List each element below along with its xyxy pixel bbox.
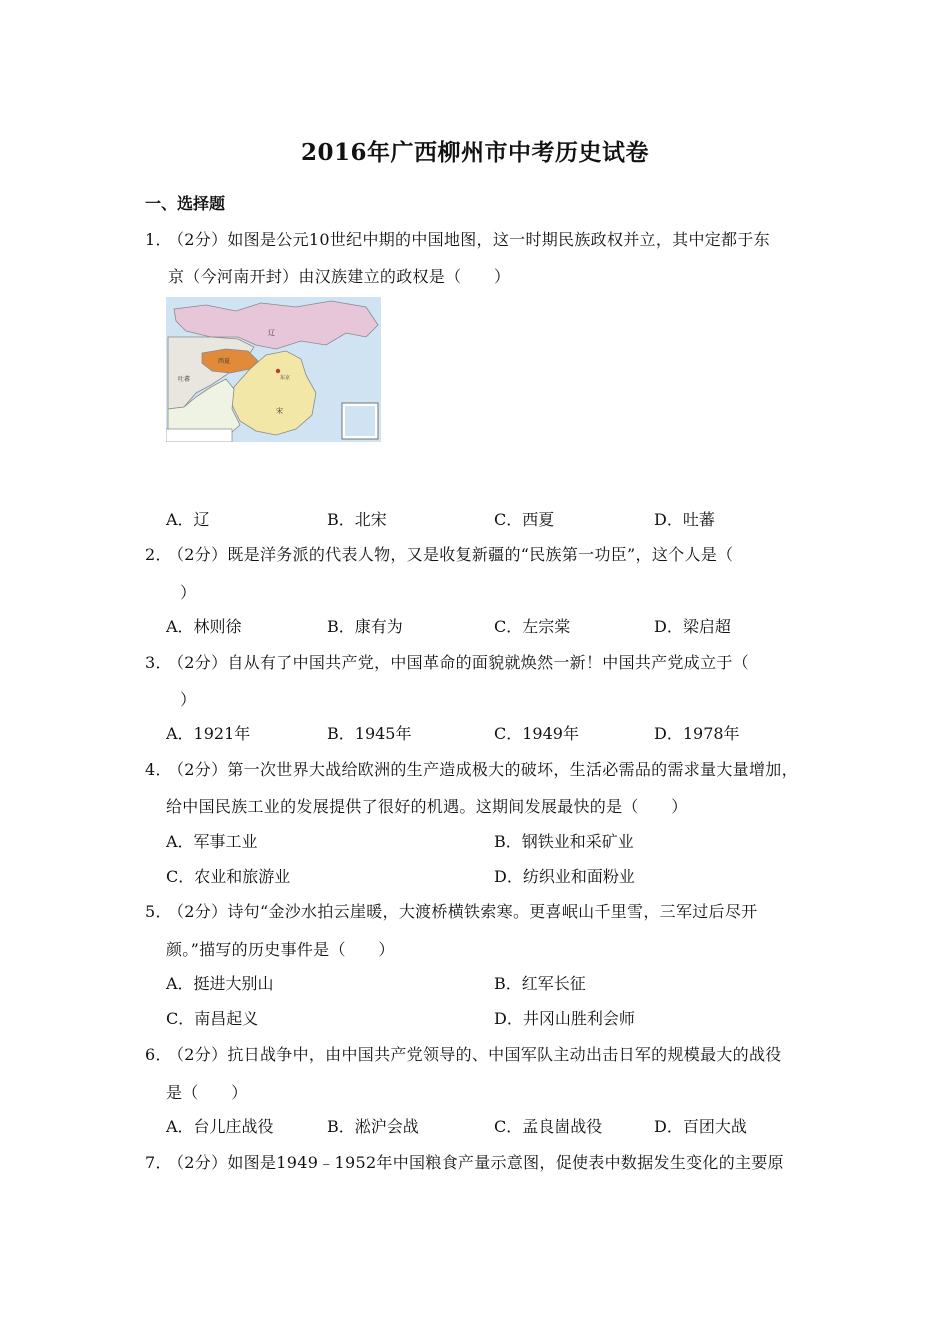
question-text: （2分）既是洋务派的代表人物，又是收复新疆的“民族第一功臣”，这个人是（	[168, 545, 734, 564]
question-number: 2．	[145, 545, 172, 564]
option-c: C．左宗棠	[494, 617, 571, 636]
option-d: D．井冈山胜利会师	[494, 1009, 635, 1028]
question-number: 6．	[145, 1045, 172, 1064]
map-legend	[166, 429, 232, 442]
option-a: A．辽	[166, 510, 210, 529]
question-text: （2分）诗句“金沙水拍云崖暖，大渡桥横铁索寒。更喜岷山千里雪，三军过后尽开	[168, 902, 758, 921]
question-number: 5．	[145, 902, 172, 921]
question-text: ）	[180, 583, 197, 602]
option-b: B．康有为	[327, 617, 403, 636]
option-a: A．台儿庄战役	[166, 1117, 274, 1136]
option-d: D．梁启超	[654, 617, 731, 636]
question-text: （2分）如图是公元10世纪中期的中国地图，这一时期民族政权并立，其中定都于东	[168, 230, 770, 249]
map-inset-sea	[345, 406, 375, 436]
map-capital-marker	[276, 369, 280, 373]
section-heading: 一、选择题	[145, 194, 226, 213]
question-text: 给中国民族工业的发展提供了很好的机遇。这期间发展最快的是（ ）	[166, 797, 688, 816]
option-b: B．钢铁业和采矿业	[494, 832, 634, 851]
question-text: （2分）自从有了中国共产党，中国革命的面貌就焕然一新！中国共产党成立于（	[168, 653, 749, 672]
map-figure	[166, 297, 381, 442]
option-a: A．林则徐	[166, 617, 242, 636]
option-c: C．南昌起义	[166, 1009, 259, 1028]
option-c: C．孟良崮战役	[494, 1117, 603, 1136]
option-c: C．农业和旅游业	[166, 867, 291, 886]
question-text: （2分）抗日战争中，由中国共产党领导的、中国军队主动出击日军的规模最大的战役	[168, 1045, 782, 1064]
option-b: B．1945年	[327, 724, 412, 743]
question-text: 颜。”描写的历史事件是（ ）	[166, 940, 395, 959]
option-b: B．红军长征	[494, 974, 586, 993]
question-text: （2分）如图是1949﹣1952年中国粮食产量示意图，促使表中数据发生变化的主要原	[168, 1153, 784, 1172]
question-number: 7．	[145, 1153, 172, 1172]
question-text: （2分）第一次世界大战给欧洲的生产造成极大的破坏，生活必需品的需求量大量增加，	[168, 760, 798, 779]
question-text: 是（ ）	[166, 1083, 248, 1102]
map-label-tubo: 吐蕃	[178, 376, 191, 383]
option-d: D．吐蕃	[654, 510, 715, 529]
question-number: 3．	[145, 653, 172, 672]
question-number: 1．	[145, 230, 172, 249]
option-b: B．淞沪会战	[327, 1117, 419, 1136]
map-label-song: 宋	[276, 407, 283, 415]
question-number: 4．	[145, 760, 172, 779]
option-a: A．军事工业	[166, 832, 258, 851]
option-a: A．1921年	[166, 724, 251, 743]
question-text: 京（今河南开封）由汉族建立的政权是（ ）	[168, 267, 511, 286]
option-a: A．挺进大别山	[166, 974, 274, 993]
option-c: C．1949年	[494, 724, 579, 743]
option-d: D．百团大战	[654, 1117, 747, 1136]
map-label-dongjing: 东京	[280, 375, 291, 381]
question-text: ）	[180, 690, 197, 709]
option-d: D．1978年	[654, 724, 740, 743]
page-title: 2016年广西柳州市中考历史试卷	[300, 139, 649, 166]
map-label-xixia: 西夏	[218, 358, 231, 365]
map-label-liao: 辽	[268, 329, 275, 337]
option-c: C．西夏	[494, 510, 555, 529]
option-b: B．北宋	[327, 510, 387, 529]
option-d: D．纺织业和面粉业	[494, 867, 635, 886]
